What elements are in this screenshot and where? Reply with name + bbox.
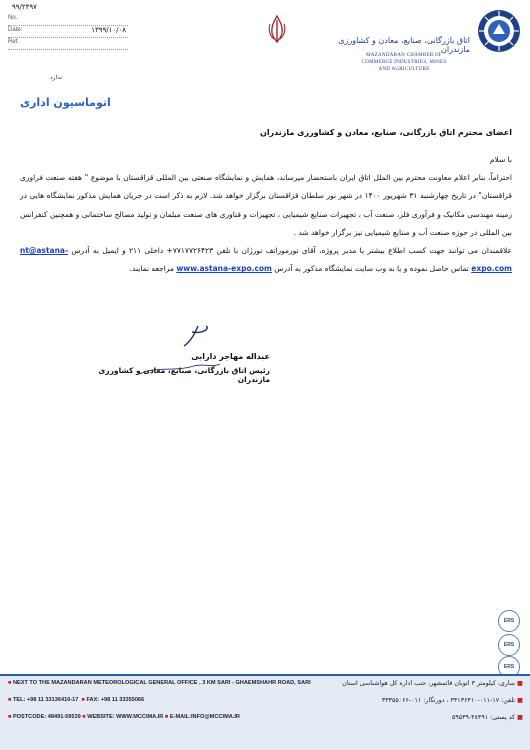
paragraph-2-end: مراجعه نمایند. — [129, 264, 174, 274]
footer-contact-en: ■ TEL: +98 11 33136410-17 ■ FAX: +98 11 33355066 — [8, 697, 145, 703]
body-paragraph-2 — [20, 242, 512, 279]
paragraph-2-mid: تماس حاصل نموده و یا به وب سایت نمایشگاه مذکور به آدرس — [274, 264, 469, 274]
footer-postcode-fa-text: کد پستی: ۴۸۴۹۱-۵۹۵۳۹ — [451, 714, 516, 721]
footer-address-fa-text: ساری، کیلومتر ۳ اتوبان قائمشهر، جنب اداره کل هواشناسی استان — [342, 680, 516, 687]
meta-row-ref — [8, 38, 128, 50]
certification-badge-label: ERS — [498, 656, 520, 678]
footer-address-fa: ■ ساری، کیلومتر ۳ اتوبان قائمشهر، جنب اداره کل هواشناسی استان — [342, 680, 523, 687]
footer-address-en-text: NEXT TO THE MAZANDARAN METEOROLOGICAL GENERAL OFFICE , 3 KM SARI - GHAEMSHAHR ROAD, SARI — [12, 680, 311, 686]
chamber-name-en-line: AND AGRICULTURE — [378, 67, 430, 72]
meta-value-date: ۱۳۹۹/۱۰/۰۸ — [91, 26, 126, 34]
footer-phone-fa: ■ تلفن: ۱۷-۰۱۱-۳۳۱۳۶۴۱۰ ، دورنگار: ۰۱۱-۳۳۳۵۵۰۶۶ — [381, 697, 523, 704]
signer-title: رئیس اتاق بازرگانی، صنایع، معادن و کشاورزی مازندران — [98, 366, 270, 384]
contact-email-link[interactable]: nt@astana-expo.com — [20, 246, 512, 274]
paragraph-2-start: علاقمندان می توانند جهت کسب اطلاع بیشتر با مدیر پروژه، آقای تورموراتف نورژان با تلفن ۷۷۱۷۷۲۶۴۲۳+ داخلی ۲۱۱ و ایمیل به آدرس — [71, 246, 512, 256]
footer-email-en[interactable]: E-MAIL:INFO@MCCIMA.IR — [169, 714, 240, 720]
certification-badge — [498, 610, 520, 632]
recipient-line: اعضای محترم اتاق بازرگانی، صنایع، معادن و کشاورزی مازندران — [259, 128, 512, 137]
footer-website-en[interactable]: WEBSITE: WWW.MCCIMA.IR — [87, 714, 164, 720]
meta-label-ref: Ref. — [8, 39, 20, 45]
meta-row-number — [8, 14, 128, 26]
footer-postcode-fa: ■ کد پستی: ۴۸۴۹۱-۵۹۵۳۹ — [451, 714, 523, 721]
expo-website-link[interactable]: www.astana-expo.com — [176, 264, 272, 274]
signer-name: عبداله مهاجر دارابی — [191, 352, 270, 361]
certification-badge-label: ERS — [498, 634, 520, 656]
letter-meta — [8, 14, 128, 50]
footer-address-en: ■ NEXT TO THE MAZANDARAN METEOROLOGICAL GENERAL OFFICE , 3 KM SARI - GHAEMSHAHR ROAD, SARI — [8, 680, 311, 686]
meta-label-number: No. — [8, 15, 18, 21]
meta-row-date — [8, 26, 128, 38]
chamber-name-en — [338, 52, 470, 73]
reference-number: ۹۹/۲۴۹۷ — [12, 3, 37, 11]
chamber-name-fa: اتاق بازرگانی، صنایع، معادن و کشاورزی مازندران — [338, 36, 470, 54]
iran-emblem-icon — [266, 14, 288, 44]
certification-badge-label: ERS — [498, 610, 520, 632]
meta-label-date: Date: — [8, 27, 23, 33]
footer-fax-en: FAX: +98 11 33355066 — [86, 697, 145, 703]
footer — [0, 676, 530, 750]
footer-web-en: ■ POSTCODE: 48491-59539 ■ WEBSITE: WWW.MCCIMA.IR ■ E-MAIL:INFO@MCCIMA.IR — [8, 714, 240, 720]
letter-body — [20, 169, 512, 279]
footer-phone-fa-text: تلفن: ۱۷-۰۱۱-۳۳۱۳۶۴۱۰ ، دورنگار: ۰۱۱-۳۳۳۵۵۰۶۶ — [381, 697, 516, 704]
footer-tel-en: TEL: +98 11 33136410-17 — [12, 697, 79, 703]
department-label: اتوماسیون اداری — [20, 96, 111, 109]
enclosure-value: ندارد — [50, 74, 63, 81]
chamber-logo-icon — [476, 8, 522, 54]
chamber-name-en-line: COMMERCE INDUSTRIES, MINES — [361, 60, 447, 65]
greeting: با سلام — [489, 155, 512, 164]
chamber-name-en-line: MAZANDARAN CHAMBER OF — [365, 53, 443, 58]
body-paragraph-1: احتراماً، بنابر اعلام معاونت محترم بین الملل اتاق ایران باستحضار میرساند، همایش و نمایشگاه صنعتی بین المللی قزاقستان با موضوع " هفته صنعت فراوری قزاقستان" در تاریخ چهارشنبه ۳۱ شهریور ۱۴۰۰ در شهر نور سلطان قزاقستان برگزار خواهد شد. لازم به ذکر است در جریان همایش مذکور نمایشگاه هایی در زمینه مهندسی مکانیک و فرآوری فلز، صنعت آب ، تجهیزات صنایع شیمیایی ، تجهیزات و فناوری های صنعت مبلمان و تولید مصالح ساختمانی و همچنین کنفرانس بین المللی در حوزه صنعت آب و صنایع شیمیایی نیز برگزار خواهد شد . — [20, 173, 513, 237]
footer-postcode-en: POSTCODE: 48491-59539 — [12, 714, 81, 720]
certification-badge — [498, 634, 520, 656]
